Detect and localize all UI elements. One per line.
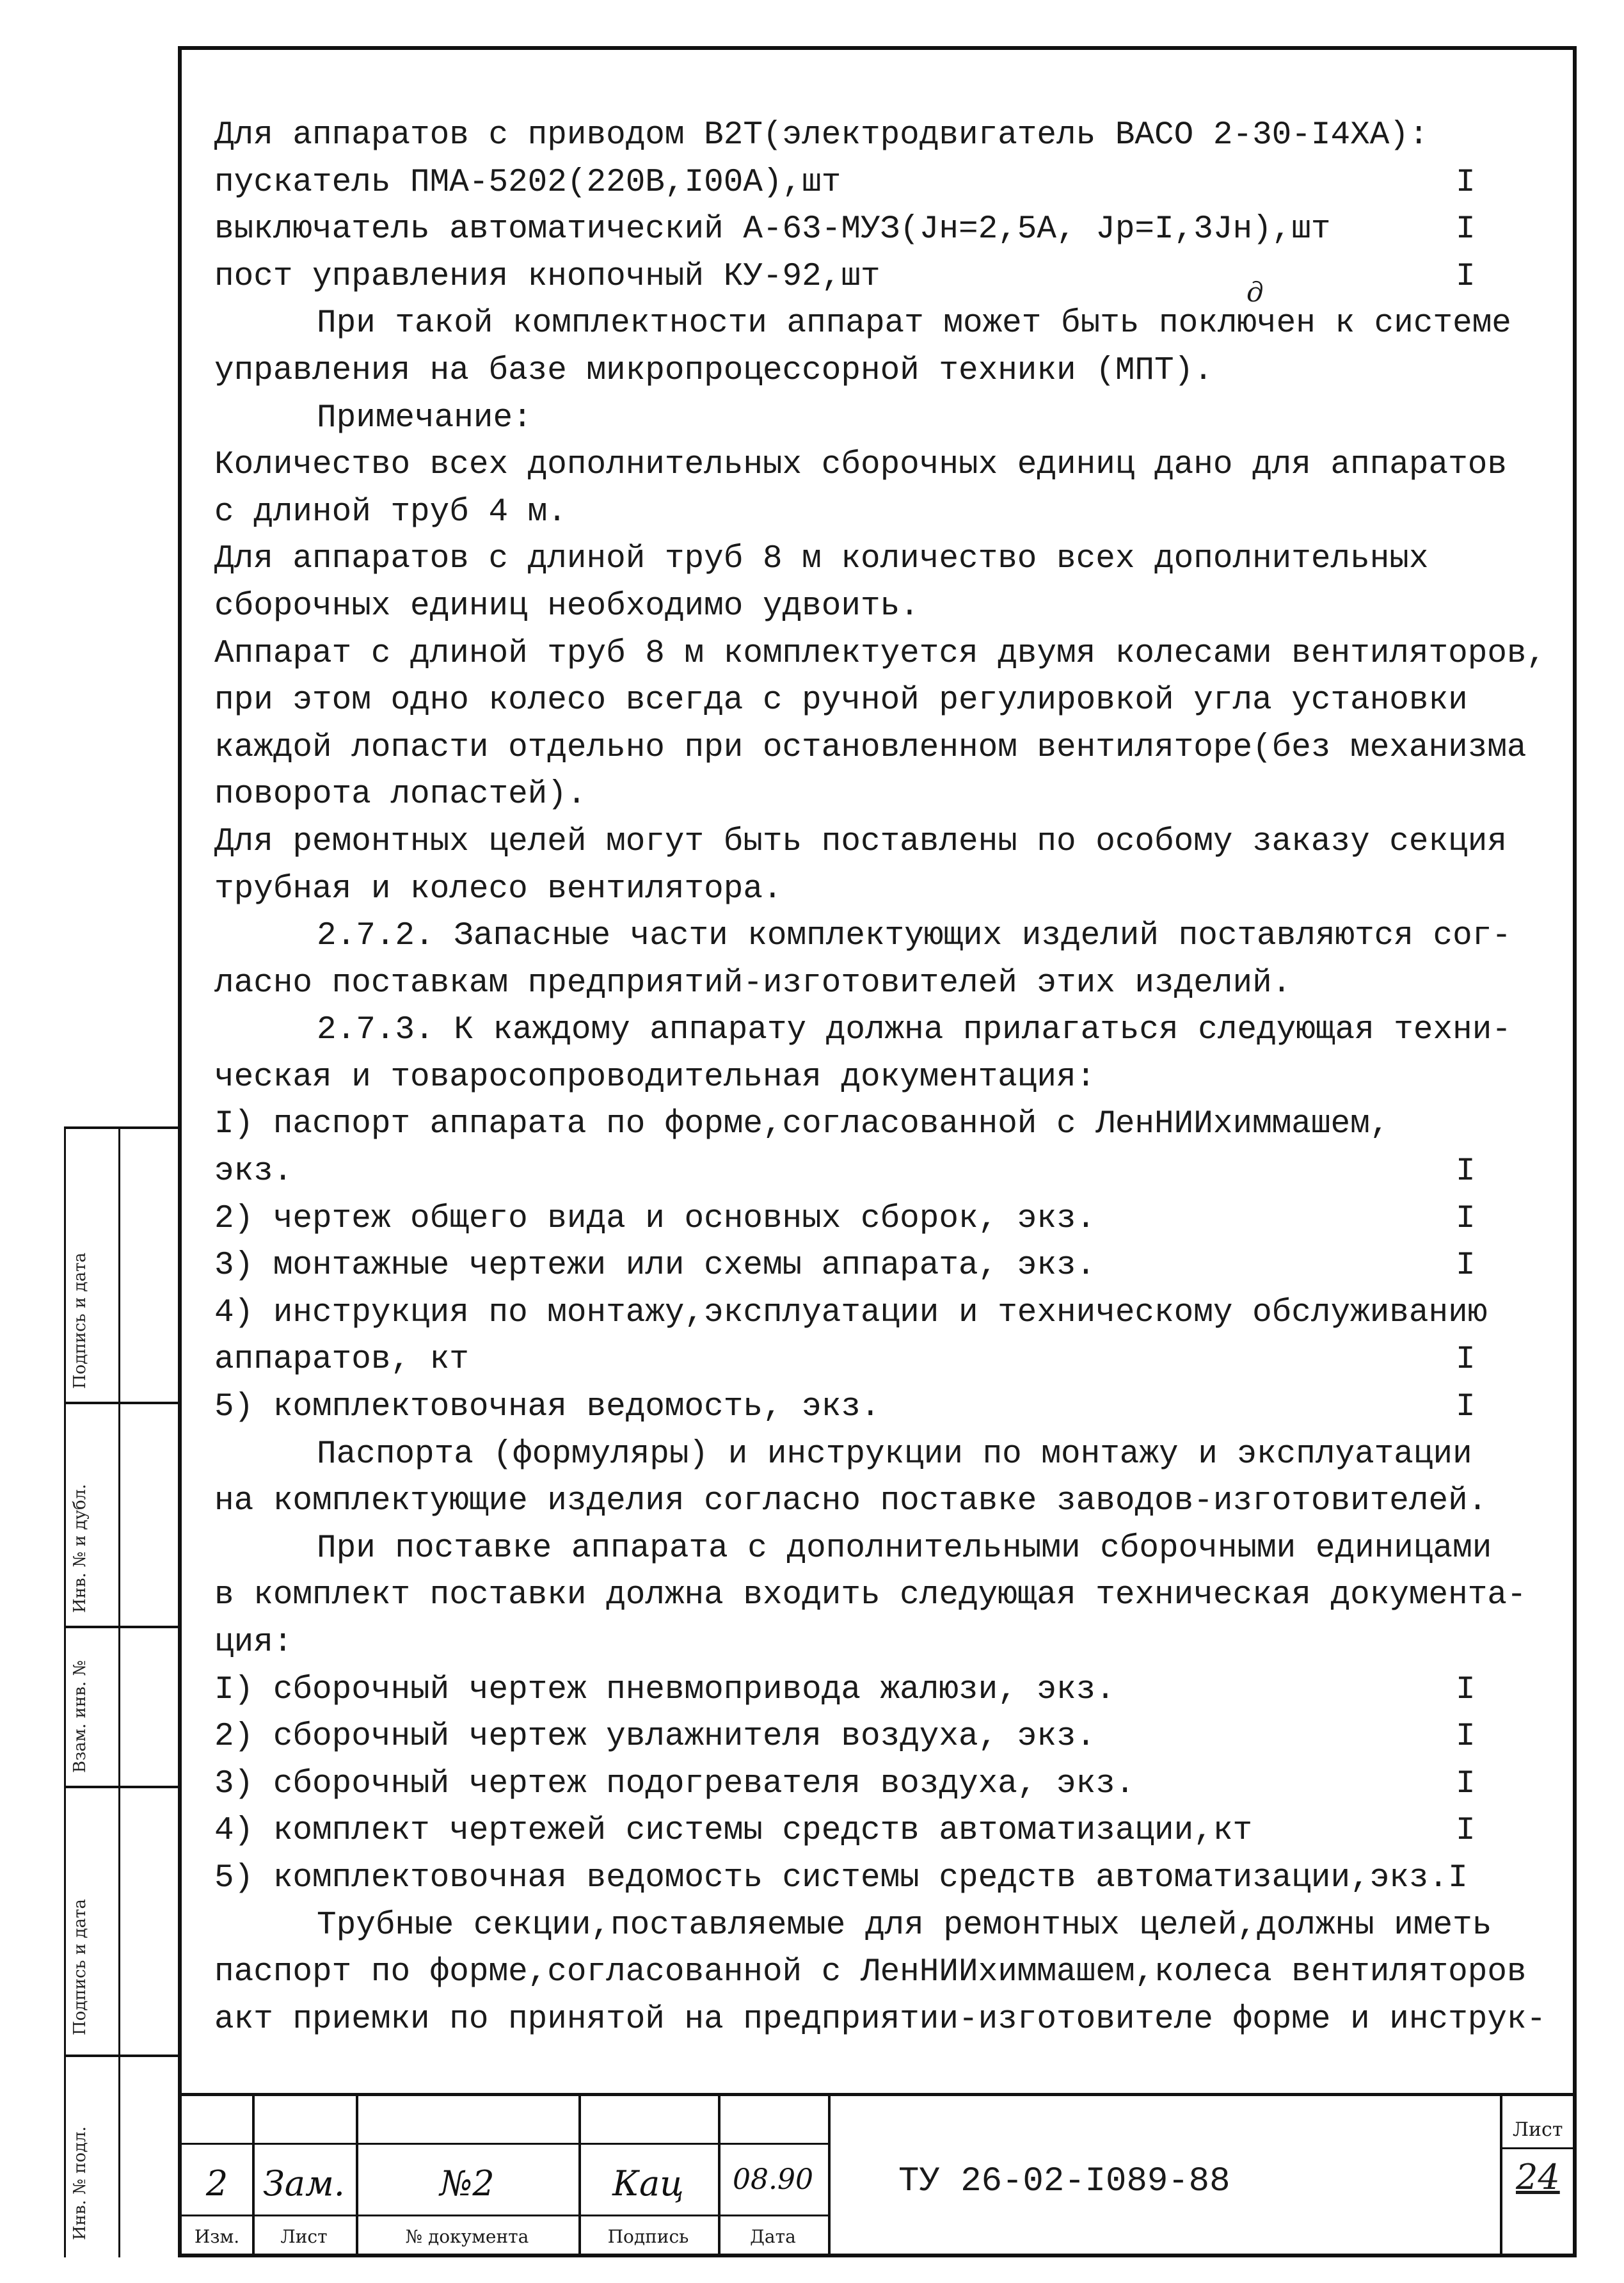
frame-right-border (1573, 46, 1577, 2257)
side-label-sign-date-2: Подпись и дата (70, 1253, 90, 1389)
line-text: трубная и колесо вентилятора. (214, 870, 783, 908)
line-text: 5) комплектовочная ведомость системы средств автоматизации,экз.I (214, 1859, 1468, 1896)
hw-date: 08.90 (733, 2163, 813, 2196)
quantity-value: I (1456, 1342, 1476, 1379)
line-text: выключатель автоматический А-63-МУЗ(Jн=2,5А, Jр=I,3Jн),шт (214, 211, 1331, 248)
text-line (214, 1619, 1564, 1667)
text-line (214, 489, 1564, 536)
line-text: 3) сборочный чертеж подогревателя воздуха, экз. (214, 1765, 1135, 1802)
line-text: I) сборочный чертеж пневмопривода жалюзи, экз. (214, 1671, 1115, 1708)
text-line (214, 1336, 1564, 1384)
caption-list: Лист (280, 2226, 328, 2247)
text-line (214, 819, 1564, 866)
caption-doc: № документа (405, 2226, 529, 2247)
line-text: Аппарат с длиной труб 8 м комплектуется двумя колесами вентиляторов, (214, 635, 1547, 672)
line-text: паспорт по форме,согласованной с ЛенНИИхиммашем,колеса вентиляторов (214, 1954, 1527, 1991)
text-line (214, 206, 1564, 253)
line-text: ческая и товаросопроводительная документация: (214, 1059, 1096, 1096)
line-text: аппаратов, кт (214, 1342, 469, 1379)
text-line (214, 1290, 1564, 1337)
hw-doc-no: №2 (440, 2163, 495, 2204)
text-line (214, 1478, 1564, 1525)
line-text: Паспорта (формуляры) и инструкции по монтажу и эксплуатации (317, 1436, 1472, 1473)
line-text: пускатель ПМА-5202(220В,I00А),шт (214, 164, 841, 201)
line-text: 2.7.3. К каждому аппарату должна прилагаться следующая техни- (317, 1012, 1511, 1049)
quantity-value: I (1456, 1247, 1476, 1285)
line-text: 2) чертеж общего вида и основных сборок, экз. (214, 1200, 1096, 1237)
line-text: I) паспорт аппарата по форме,согласованной с ЛенНИИхиммашем, (214, 1106, 1390, 1143)
hw-signature: Кац (612, 2163, 684, 2204)
text-line (214, 1855, 1564, 1902)
line-text: каждой лопасти отдельно при остановленном вентиляторе(без механизма (214, 729, 1527, 766)
quantity-value: I (1456, 1718, 1476, 1756)
quantity-value: I (1456, 211, 1476, 248)
side-label-inv-dubl: Инв. № и дубл. (70, 1484, 90, 1613)
line-text: Для аппаратов с приводом В2Т(электродвигатель ВАСО 2-30-I4ХА): (214, 117, 1429, 154)
text-line (214, 771, 1564, 819)
line-text: ласно поставкам предприятий-изготовителей этих изделий. (214, 965, 1292, 1002)
text-line (214, 1007, 1564, 1054)
line-text: экз. (214, 1153, 293, 1190)
line-text: Для ремонтных целей могут быть поставлены по особому заказу секция (214, 823, 1507, 860)
text-line (214, 159, 1564, 207)
text-line (214, 1101, 1564, 1148)
text-line (214, 1902, 1564, 1950)
caption-izm: Изм. (194, 2226, 240, 2247)
text-line (214, 1054, 1564, 1101)
line-text: 2.7.2. Запасные части комплектующих изделий поставляются сог- (317, 918, 1511, 955)
side-label-inv-podl: Инв. № подл. (70, 2126, 90, 2240)
text-line (214, 725, 1564, 772)
line-text: 2) сборочный чертеж увлажнителя воздуха, экз. (214, 1718, 1096, 1756)
title-block (182, 2093, 1573, 2254)
line-text: акт приемки по принятой на предприятии-изготовителе форме и инструк- (214, 2001, 1547, 2038)
text-line (214, 112, 1564, 159)
text-line (214, 253, 1564, 301)
line-text: на комплектующие изделия согласно поставке заводов-изготовителей. (214, 1483, 1488, 1520)
text-line (214, 1996, 1564, 2044)
text-line (214, 1949, 1564, 1996)
text-line (214, 1384, 1564, 1431)
text-line (214, 583, 1564, 630)
text-line (214, 300, 1564, 348)
line-text: поворота лопастей). (214, 776, 587, 813)
line-text: сборочных единиц необходимо удвоить. (214, 588, 919, 625)
text-line (214, 913, 1564, 960)
line-text: пост управления кнопочный КУ-92,шт (214, 258, 880, 295)
document-body (214, 112, 1564, 2043)
line-text: 5) комплектовочная ведомость, экз. (214, 1389, 880, 1426)
line-text: при этом одно колесо всегда с ручной регулировкой угла установки (214, 682, 1468, 719)
caption-sign: Подпись (607, 2226, 689, 2247)
caption-date: Дата (750, 2226, 796, 2247)
line-text: в комплект поставки должна входить следующая техническая документа- (214, 1577, 1527, 1614)
line-text: Количество всех дополнительных сборочных единиц дано для аппаратов (214, 447, 1507, 484)
line-text: 4) комплект чертежей системы средств автоматизации,кт (214, 1813, 1253, 1850)
handwritten-correction: д (1246, 276, 1264, 308)
hw-revision: 2 (205, 2163, 228, 2204)
line-text: Для аппаратов с длиной труб 8 м количество всех дополнительных (214, 541, 1429, 578)
text-line (214, 630, 1564, 678)
sheet-number: 24 (1516, 2157, 1560, 2197)
text-line (214, 1667, 1564, 1714)
text-line (214, 442, 1564, 489)
side-label-sign-date-1: Подпись и дата (70, 1899, 90, 2035)
text-line (214, 1148, 1564, 1196)
text-line (214, 1242, 1564, 1290)
line-text: Примечание: (317, 399, 532, 437)
line-text: 4) инструкция по монтажу,эксплуатации и техническому обслуживанию (214, 1294, 1488, 1331)
side-stamp (64, 1126, 178, 2257)
quantity-value: I (1456, 1153, 1476, 1190)
quantity-value: I (1456, 1389, 1476, 1426)
quantity-value: I (1456, 164, 1476, 201)
text-line (214, 348, 1564, 395)
line-text: При такой комплектности аппарат может быть поключен к системе (317, 305, 1511, 342)
text-line (214, 677, 1564, 725)
quantity-value: I (1456, 1200, 1476, 1237)
text-line (214, 536, 1564, 583)
text-line (214, 1196, 1564, 1243)
frame-left-border (178, 46, 182, 2257)
line-text: При поставке аппарата с дополнительными сборочными единицами (317, 1530, 1492, 1567)
text-line (214, 1572, 1564, 1619)
quantity-value: I (1456, 1813, 1476, 1850)
side-label-vzam-inv: Взам. инв. № (70, 1660, 90, 1773)
text-line (214, 1431, 1564, 1478)
text-line (214, 395, 1564, 442)
text-line (214, 866, 1564, 913)
line-text: управления на базе микропроцессорной техники (МПТ). (214, 352, 1213, 389)
frame-bottom-border (178, 2254, 1577, 2257)
quantity-value: I (1456, 1671, 1476, 1708)
line-text: 3) монтажные чертежи или схемы аппарата, экз. (214, 1247, 1096, 1285)
line-text: ция: (214, 1624, 293, 1661)
sheet-label: Лист (1513, 2119, 1563, 2141)
text-line (214, 1761, 1564, 1808)
frame-top-border (178, 46, 1577, 50)
text-line (214, 960, 1564, 1007)
quantity-value: I (1456, 1765, 1476, 1802)
quantity-value: I (1456, 258, 1476, 295)
text-line (214, 1525, 1564, 1573)
text-line (214, 1713, 1564, 1761)
line-text: с длиной труб 4 м. (214, 493, 567, 531)
hw-sheet: Зам. (263, 2163, 345, 2204)
document-number: ТУ 26-02-I089-88 (898, 2162, 1230, 2201)
text-line (214, 1807, 1564, 1855)
line-text: Трубные секции,поставляемые для ремонтных целей,должны иметь (317, 1907, 1492, 1944)
